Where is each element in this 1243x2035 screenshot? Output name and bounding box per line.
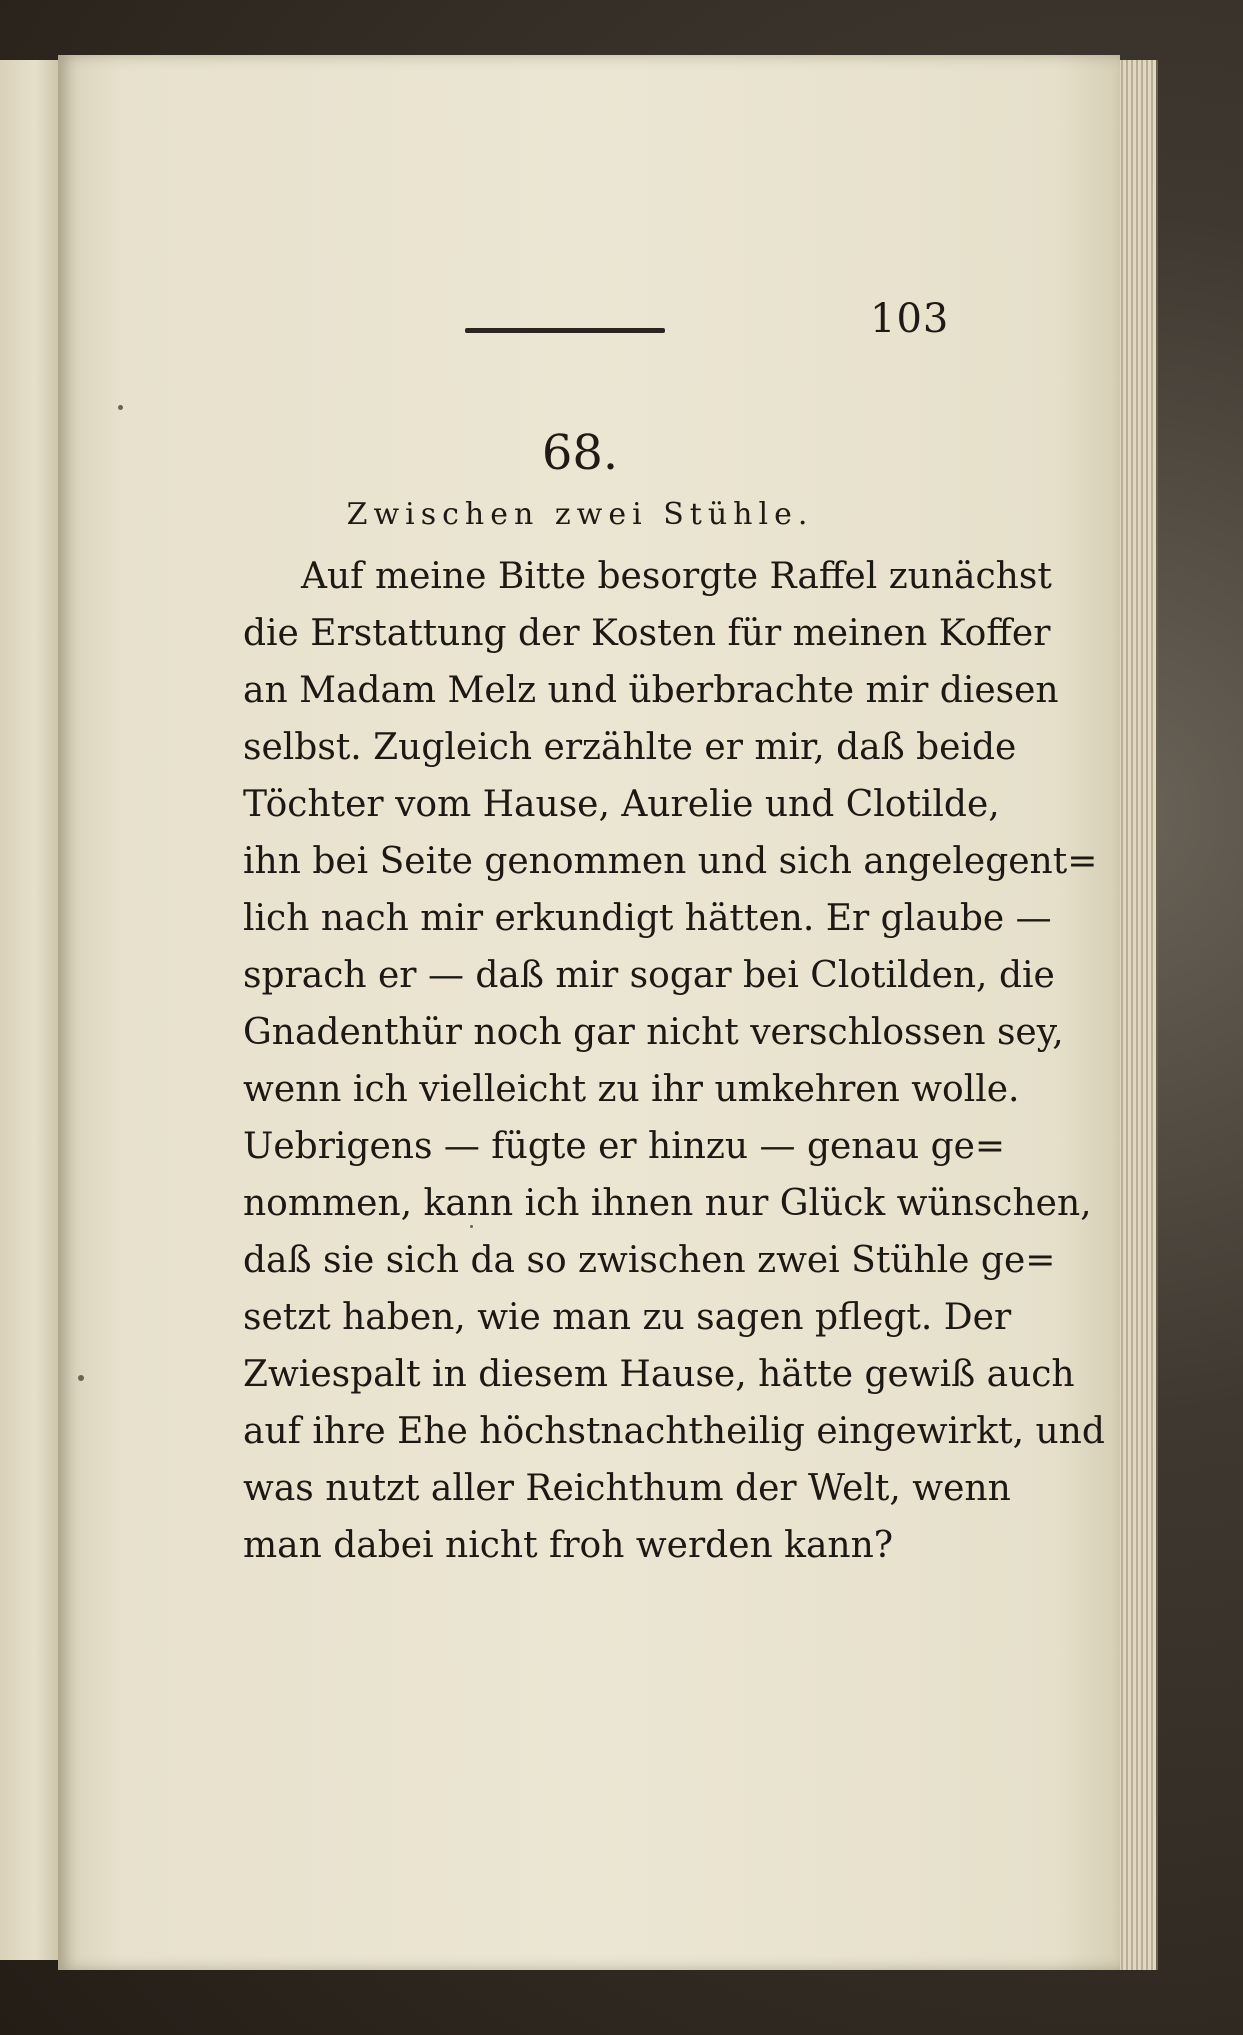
page-number: 103 <box>870 296 950 342</box>
text-line: an Madam Melz und überbrachte mir diesen <box>243 670 1059 711</box>
text-line: Gnadenthür noch gar nicht verschlossen sey, <box>243 1012 1064 1053</box>
text-line: Uebrigens — fügte er hinzu — genau ge= <box>243 1126 1006 1167</box>
text-line: sprach er — daß mir sogar bei Clotilden, die <box>243 955 1055 996</box>
header-rule <box>465 328 665 333</box>
text-line: man dabei nicht froh werden kann? <box>243 1525 894 1566</box>
text-line: lich nach mir erkundigt hätten. Er glaube — <box>243 898 1052 939</box>
text-line: was nutzt aller Reichthum der Welt, wenn <box>243 1468 1011 1509</box>
text-line: daß sie sich da so zwischen zwei Stühle ge= <box>243 1240 1056 1281</box>
paper-speck <box>78 1375 84 1381</box>
text-line: Zwiespalt in diesem Hause, hätte gewiß auch <box>243 1354 1075 1395</box>
chapter-number: 68. <box>541 425 619 481</box>
text-line: wenn ich vielleicht zu ihr umkehren wolle. <box>243 1069 1020 1110</box>
body-text <box>243 548 1105 1574</box>
text-line: selbst. Zugleich erzählte er mir, daß beide <box>243 727 1017 768</box>
text-line: Töchter vom Hause, Aurelie und Clotilde, <box>243 784 1000 825</box>
text-line: auf ihre Ehe höchstnachtheilig eingewirkt, und <box>243 1411 1105 1452</box>
text-line: ihn bei Seite genommen und sich angelegent= <box>243 841 1098 882</box>
text-line: Auf meine Bitte besorgte Raffel zunächst <box>301 556 1052 597</box>
text-line: die Erstattung der Kosten für meinen Koffer <box>243 613 1051 654</box>
chapter-title: Zwischen zwei Stühle. <box>346 497 814 532</box>
text-line: nommen, kann ich ihnen nur Glück wünschen, <box>243 1183 1092 1224</box>
page-stack-edge <box>1118 60 1158 1970</box>
paper-speck <box>118 405 123 410</box>
text-line: setzt haben, wie man zu sagen pflegt. Der <box>243 1297 1012 1338</box>
previous-page-edge <box>0 60 60 1960</box>
